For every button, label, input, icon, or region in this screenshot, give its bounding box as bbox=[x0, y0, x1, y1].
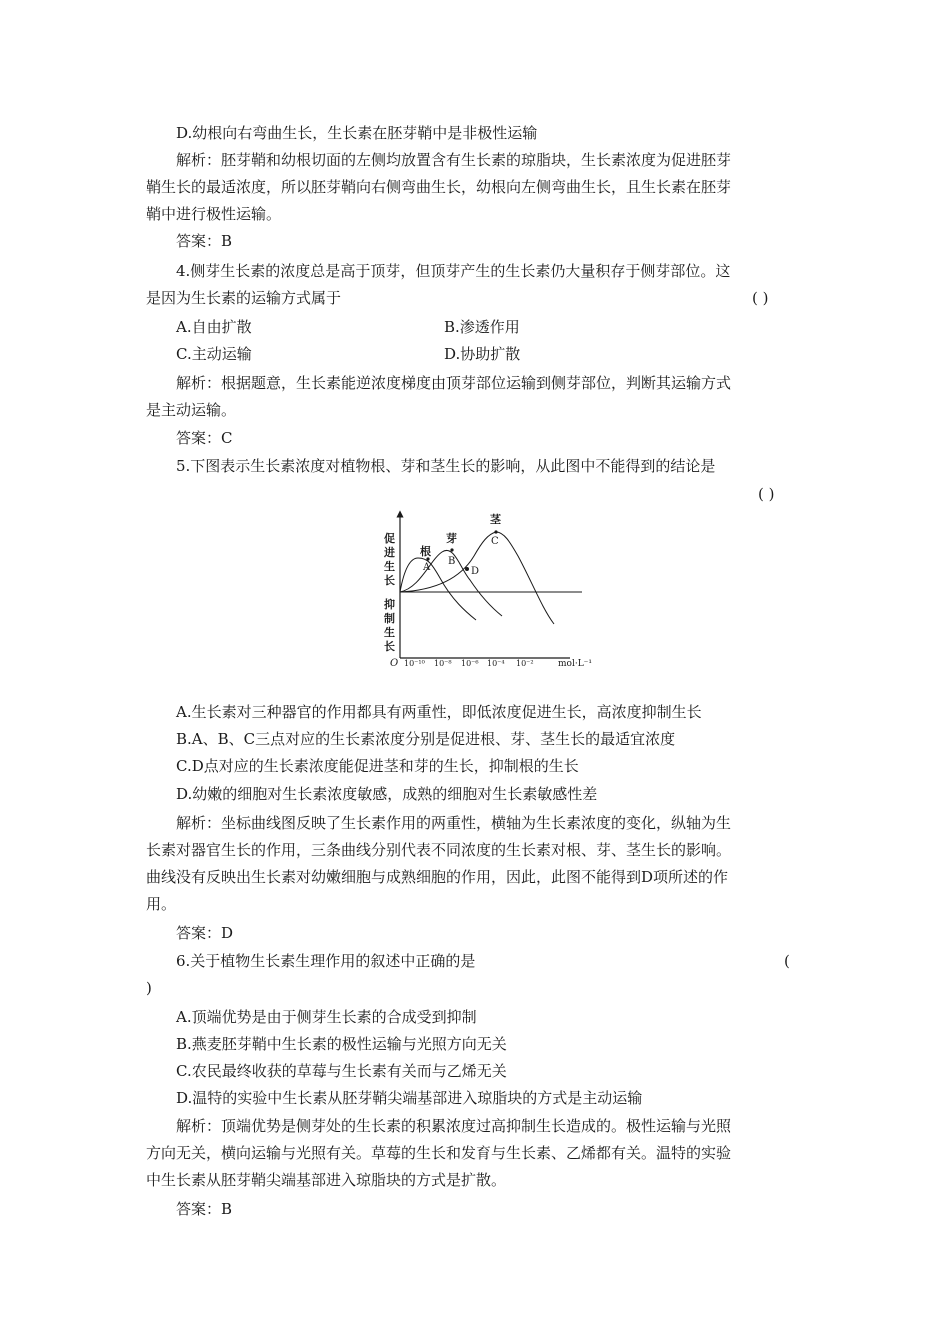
peak-label-c: C bbox=[491, 536, 499, 547]
q6-option-b: B.燕麦胚芽鞘中生长素的极性运输与光照方向无关 bbox=[176, 1035, 507, 1053]
q3-analysis-line-1: 解析：胚芽鞘和幼根切面的左侧均放置含有生长素的琼脂块，生长素浓度为促进胚芽 bbox=[176, 151, 732, 169]
q4-option-a: A.自由扩散 bbox=[176, 318, 252, 336]
q6-analysis-line-3: 中生长素从胚芽鞘尖端基部进入琼脂块的方式是扩散。 bbox=[146, 1171, 507, 1189]
x-tick-label: 10⁻¹⁰ bbox=[404, 659, 425, 668]
q5-option-d: D.幼嫩的细胞对生长素浓度敏感，成熟的细胞对生长素敏感性差 bbox=[176, 785, 598, 803]
point-b bbox=[450, 548, 453, 551]
q6-analysis-line-2: 方向无关，横向运输与光照有关。草莓的生长和发育与生长素、乙烯都有关。温特的实验 bbox=[146, 1144, 732, 1162]
auxin-concentration-chart bbox=[370, 508, 630, 668]
x-tick-label: 10⁻⁴ bbox=[487, 659, 505, 668]
q5-option-c: C.D点对应的生长素浓度能促进茎和芽的生长，抑制根的生长 bbox=[176, 757, 579, 775]
root-curve bbox=[400, 558, 476, 620]
y-label-promote: 促进生长 bbox=[384, 532, 395, 587]
x-tick-label: 10⁻⁸ bbox=[434, 659, 452, 668]
q3-answer: 答案：B bbox=[176, 232, 233, 250]
q6-stem: 6.关于植物生长素生理作用的叙述中正确的是 bbox=[176, 952, 476, 970]
q4-option-b: B.渗透作用 bbox=[444, 318, 520, 336]
q6-analysis-line-1: 解析：顶端优势是侧芽处的生长素的积累浓度过高抑制生长造成的。极性运输与光照 bbox=[176, 1117, 732, 1135]
q5-option-b: B.A、B、C三点对应的生长素浓度分别是促进根、芽、茎生长的最适宜浓度 bbox=[176, 730, 676, 748]
q5-option-a: A.生长素对三种器官的作用都具有两重性，即低浓度促进生长，高浓度抑制生长 bbox=[176, 703, 702, 721]
q4-analysis-line-1: 解析：根据题意，生长素能逆浓度梯度由顶芽部位运输到侧芽部位，判断其运输方式 bbox=[176, 374, 732, 392]
q5-analysis-line-3: 曲线没有反映出生长素对幼嫩细胞与成熟细胞的作用，因此，此图不能得到D项所述的作 bbox=[146, 868, 729, 886]
q6-option-c: C.农民最终收获的草莓与生长素有关而与乙烯无关 bbox=[176, 1062, 507, 1080]
q5-answer-bracket: ( ) bbox=[758, 485, 775, 503]
q4-option-c: C.主动运输 bbox=[176, 345, 252, 363]
q4-answer-bracket: ( ) bbox=[752, 289, 769, 307]
peak-label-a: A bbox=[423, 562, 431, 573]
q4-answer: 答案：C bbox=[176, 429, 233, 447]
origin-label: O bbox=[390, 658, 399, 668]
series-label-stem: 茎 bbox=[490, 513, 501, 526]
q4-option-d: D.协助扩散 bbox=[444, 345, 521, 363]
q6-option-a: A.顶端优势是由于侧芽生长素的合成受到抑制 bbox=[176, 1008, 477, 1026]
x-unit-label: mol·L⁻¹ bbox=[558, 659, 593, 668]
q5-analysis-line-4: 用。 bbox=[146, 895, 177, 913]
q4-stem-line-2: 是因为生长素的运输方式属于 bbox=[146, 289, 342, 307]
x-tick-label: 10⁻⁶ bbox=[461, 659, 479, 668]
q5-stem: 5.下图表示生长素浓度对植物根、芽和茎生长的影响，从此图中不能得到的结论是 bbox=[176, 457, 716, 475]
q6-bracket-close: ) bbox=[146, 979, 152, 997]
q6-answer: 答案：B bbox=[176, 1200, 233, 1218]
q5-answer: 答案：D bbox=[176, 924, 234, 942]
y-label-inhibit: 抑制生长 bbox=[384, 598, 395, 653]
q4-analysis-line-2: 是主动运输。 bbox=[146, 401, 237, 419]
q6-option-d: D.温特的实验中生长素从胚芽鞘尖端基部进入琼脂块的方式是主动运输 bbox=[176, 1089, 643, 1107]
peak-label-b: B bbox=[448, 556, 456, 567]
point-c bbox=[494, 530, 497, 533]
x-tick-label: 10⁻² bbox=[516, 659, 534, 668]
q6-bracket-open: ( bbox=[784, 952, 790, 970]
series-label-bud: 芽 bbox=[446, 532, 457, 545]
q3-analysis-line-3: 鞘中进行极性运输。 bbox=[146, 205, 282, 223]
q3-option-d: D.幼根向右弯曲生长，生长素在胚芽鞘中是非极性运输 bbox=[176, 124, 538, 142]
point-label-d: D bbox=[471, 566, 480, 577]
q5-analysis-line-2: 长素对器官生长的作用，三条曲线分别代表不同浓度的生长素对根、芽、茎生长的影响。 bbox=[146, 841, 732, 859]
point-d bbox=[465, 567, 469, 571]
series-label-root: 根 bbox=[420, 545, 431, 558]
q4-stem-line-1: 4.侧芽生长素的浓度总是高于顶芽，但顶芽产生的生长素仍大量积存于侧芽部位。这 bbox=[176, 262, 731, 280]
q5-analysis-line-1: 解析：坐标曲线图反映了生长素作用的两重性，横轴为生长素浓度的变化，纵轴为生 bbox=[176, 814, 732, 832]
q3-analysis-line-2: 鞘生长的最适浓度，所以胚芽鞘向右侧弯曲生长，幼根向左侧弯曲生长，且生长素在胚芽 bbox=[146, 178, 732, 196]
